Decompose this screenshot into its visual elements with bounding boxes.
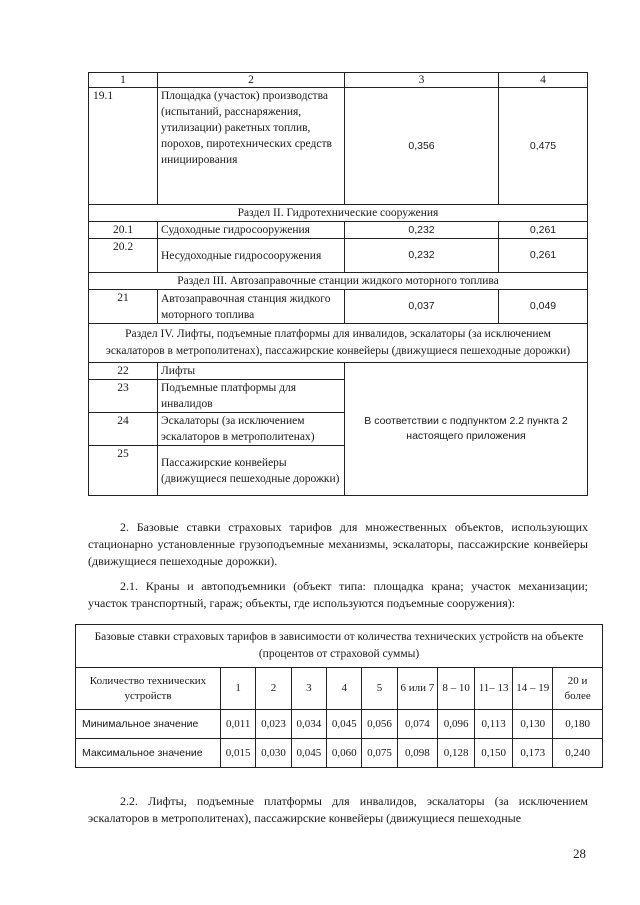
merged-note: В соответствии с подпунктом 2.2 пункта 2 настоящего приложения <box>345 363 588 496</box>
header-cell: 2 <box>158 73 345 88</box>
table-header-row <box>89 73 588 88</box>
max-value: 0,045 <box>291 739 326 768</box>
max-rate: 0,261 <box>499 239 588 273</box>
max-value: 0,150 <box>475 739 513 768</box>
section-heading: Раздел IV. Лифты, подъемные платформы для инвалидов, эскалаторы (за исключением эскалаторов в метрополитенах), пассажирские конвейеры (движущиеся пешеходные дорожки) <box>89 324 588 363</box>
object-name: Несудоходные гидросооружения <box>158 239 345 273</box>
min-value: 0,011 <box>221 710 256 739</box>
min-value: 0,074 <box>397 710 437 739</box>
min-value: 0,180 <box>553 710 603 739</box>
title-row <box>76 625 603 668</box>
max-rate: 0,049 <box>499 290 588 324</box>
min-value: 0,023 <box>256 710 291 739</box>
max-rate: 0,475 <box>499 88 588 205</box>
column-header: 11– 13 <box>475 668 513 710</box>
table-row <box>89 88 588 205</box>
columns-row <box>76 668 603 710</box>
section-heading: Раздел III. Автозаправочные станции жидкого моторного топлива <box>89 273 588 290</box>
row-number: 22 <box>89 363 158 380</box>
max-value: 0,128 <box>438 739 475 768</box>
object-name: Лифты <box>158 363 345 380</box>
min-row <box>76 710 603 739</box>
max-value: 0,030 <box>256 739 291 768</box>
header-cell: 3 <box>345 73 499 88</box>
column-header: 5 <box>362 668 397 710</box>
object-name: Площадка (участок) производства (испытаний, расснаряжения, утилизации) ракетных топлив, порохов, пиротехнических средств инициирования <box>158 88 345 205</box>
min-rate: 0,232 <box>345 239 499 273</box>
row-number: 25 <box>89 446 158 496</box>
row-number: 19.1 <box>89 88 158 205</box>
table-title: Базовые ставки страховых тарифов в зависимости от количества технических устройств на объекте (процентов от страховой суммы) <box>76 625 603 668</box>
table-row <box>89 363 588 380</box>
page-number: 28 <box>573 846 586 861</box>
max-value: 0,098 <box>397 739 437 768</box>
min-value: 0,034 <box>291 710 326 739</box>
max-value: 0,240 <box>553 739 603 768</box>
section-heading: Раздел II. Гидротехнические сооружения <box>89 205 588 222</box>
table-row <box>89 222 588 239</box>
header-cell: 4 <box>499 73 588 88</box>
paragraph-2-1: 2.1. Краны и автоподъемники (объект типа: площадка крана; участок механизации; участок транспортный, гараж; объекты, где используются подъемные сооружения): <box>88 579 588 610</box>
column-header: 20 и более <box>553 668 603 710</box>
max-value: 0,075 <box>362 739 397 768</box>
header-cell: 1 <box>89 73 158 88</box>
column-header: 2 <box>256 668 291 710</box>
max-rate: 0,261 <box>499 222 588 239</box>
rates-table-devices <box>75 624 603 768</box>
section-row <box>89 324 588 363</box>
column-header: 8 – 10 <box>438 668 475 710</box>
max-label: Максимальное значение <box>76 739 221 768</box>
paragraph-2: 2. Базовые ставки страховых тарифов для множественных объектов, использующих стационарно установленные грузоподъемные механизмы, эскалаторы, пассажирские конвейеры (движущиеся пешеходные дорожки). <box>88 520 588 568</box>
max-row <box>76 739 603 768</box>
column-header: 14 – 19 <box>513 668 553 710</box>
max-value: 0,015 <box>221 739 256 768</box>
row-number: 20.1 <box>89 222 158 239</box>
min-rate: 0,232 <box>345 222 499 239</box>
object-name: Эскалаторы (за исключением эскалаторов в метрополитенах) <box>158 413 345 446</box>
min-value: 0,130 <box>513 710 553 739</box>
section-row <box>89 205 588 222</box>
object-name: Подъемные платформы для инвалидов <box>158 380 345 413</box>
min-label: Минимальное значение <box>76 710 221 739</box>
min-value: 0,096 <box>438 710 475 739</box>
section-row <box>89 273 588 290</box>
table-row <box>89 239 588 273</box>
row-number: 21 <box>89 290 158 324</box>
min-rate: 0,356 <box>345 88 499 205</box>
column-header: 4 <box>327 668 362 710</box>
column-header: 1 <box>221 668 256 710</box>
max-value: 0,173 <box>513 739 553 768</box>
min-value: 0,113 <box>475 710 513 739</box>
row-label-header: Количество технических устройств <box>76 668 221 710</box>
max-value: 0,060 <box>327 739 362 768</box>
table-row <box>89 290 588 324</box>
rates-table-objects <box>88 72 588 496</box>
object-name: Автозаправочная станция жидкого моторного топлива <box>158 290 345 324</box>
object-name: Пассажирские конвейеры (движущиеся пешеходные дорожки) <box>158 446 345 496</box>
column-header: 3 <box>291 668 326 710</box>
row-number: 20.2 <box>89 239 158 273</box>
min-value: 0,045 <box>327 710 362 739</box>
paragraph-2-2: 2.2. Лифты, подъемные платформы для инвалидов, эскалаторы (за исключением эскалаторов в метрополитенах), пассажирские конвейеры (движущиеся пешеходные <box>88 794 588 825</box>
row-number: 23 <box>89 380 158 413</box>
min-value: 0,056 <box>362 710 397 739</box>
object-name: Судоходные гидросооружения <box>158 222 345 239</box>
min-rate: 0,037 <box>345 290 499 324</box>
column-header: 6 или 7 <box>397 668 437 710</box>
row-number: 24 <box>89 413 158 446</box>
